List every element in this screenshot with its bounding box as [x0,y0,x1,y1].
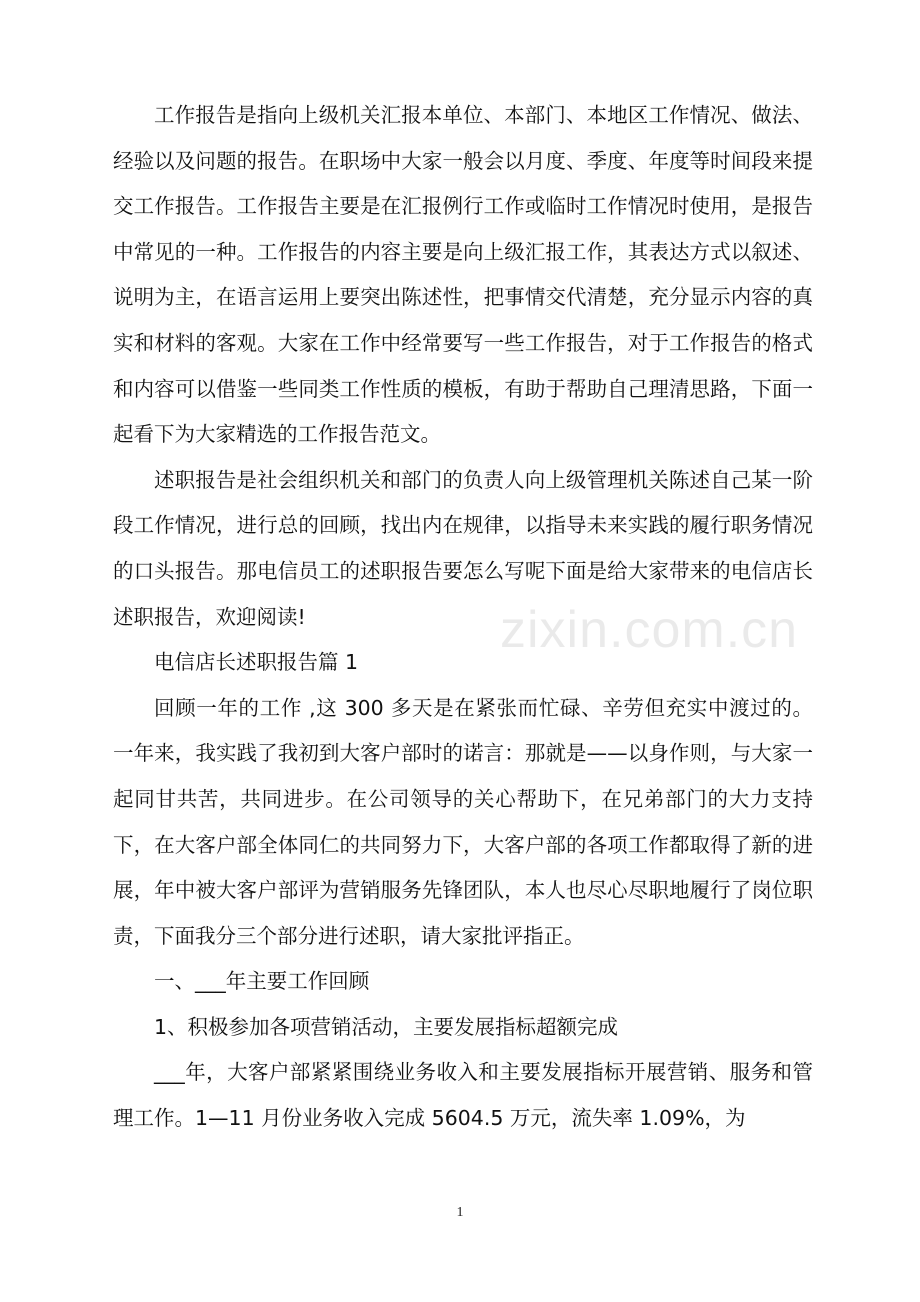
section-title: 电信店长述职报告篇 1 [154,650,359,675]
paragraph-business-income: ___年，大客户部紧紧围绕业务收入和主要发展指标开展营销、服务和管理工作。1—11 月份业务收入完成 5604.5 万元，流失率 1.09%，为 [113,1060,813,1131]
subheading-marketing-activities: 1、积极参加各项营销活动，主要发展指标超额完成 [154,1014,619,1039]
paragraph-year-review: 回顾一年的工作 ,这 300 多天是在紧张而忙碌、辛劳但充实中渡过的。一年来，我实践了我初到大客户部时的诺言：那就是——以身作则，与大家一起同甘共苦，共同进步。在公司领导的关心帮助下，在兄弟部门的大力支持下，在大客户部全体同仁的共同努力下，大客户部的各项工作都取得了新的进展，年中被大客户部评为营销服务先锋团队，本人也尽心尽职地履行了岗位职责，下面我分三个部分进行述职，请大家批评指正。 [113,695,813,948]
heading-main-work-review: 一、___年主要工作回顾 [154,969,370,994]
watermark: zixin.com.cn [500,601,799,659]
paragraph-intro-duty-report: 述职报告是社会组织机关和部门的负责人向上级管理机关陈述自己某一阶段工作情况，进行总的回顾，找出内在规律，以指导未来实践的履行职务情况的口头报告。那电信员工的述职报告要怎么写呢下面是给大家带来的电信店长述职报告，欢迎阅读! [113,467,813,629]
page-number: 1 [456,1205,464,1220]
paragraph-intro-work-report: 工作报告是指向上级机关汇报本单位、本部门、本地区工作情况、做法、经验以及问题的报告。在职场中大家一般会以月度、季度、年度等时间段来提交工作报告。工作报告主要是在汇报例行工作或临时工作情况时使用，是报告中常见的一种。工作报告的内容主要是向上级汇报工作，其表达方式以叙述、说明为主，在语言运用上要突出陈述性，把事情交代清楚，充分显示内容的真实和材料的客观。大家在工作中经常要写一些工作报告，对于工作报告的格式和内容可以借鉴一些同类工作性质的模板，有助于帮助自己理清思路，下面一起看下为大家精选的工作报告范文。 [113,103,813,447]
